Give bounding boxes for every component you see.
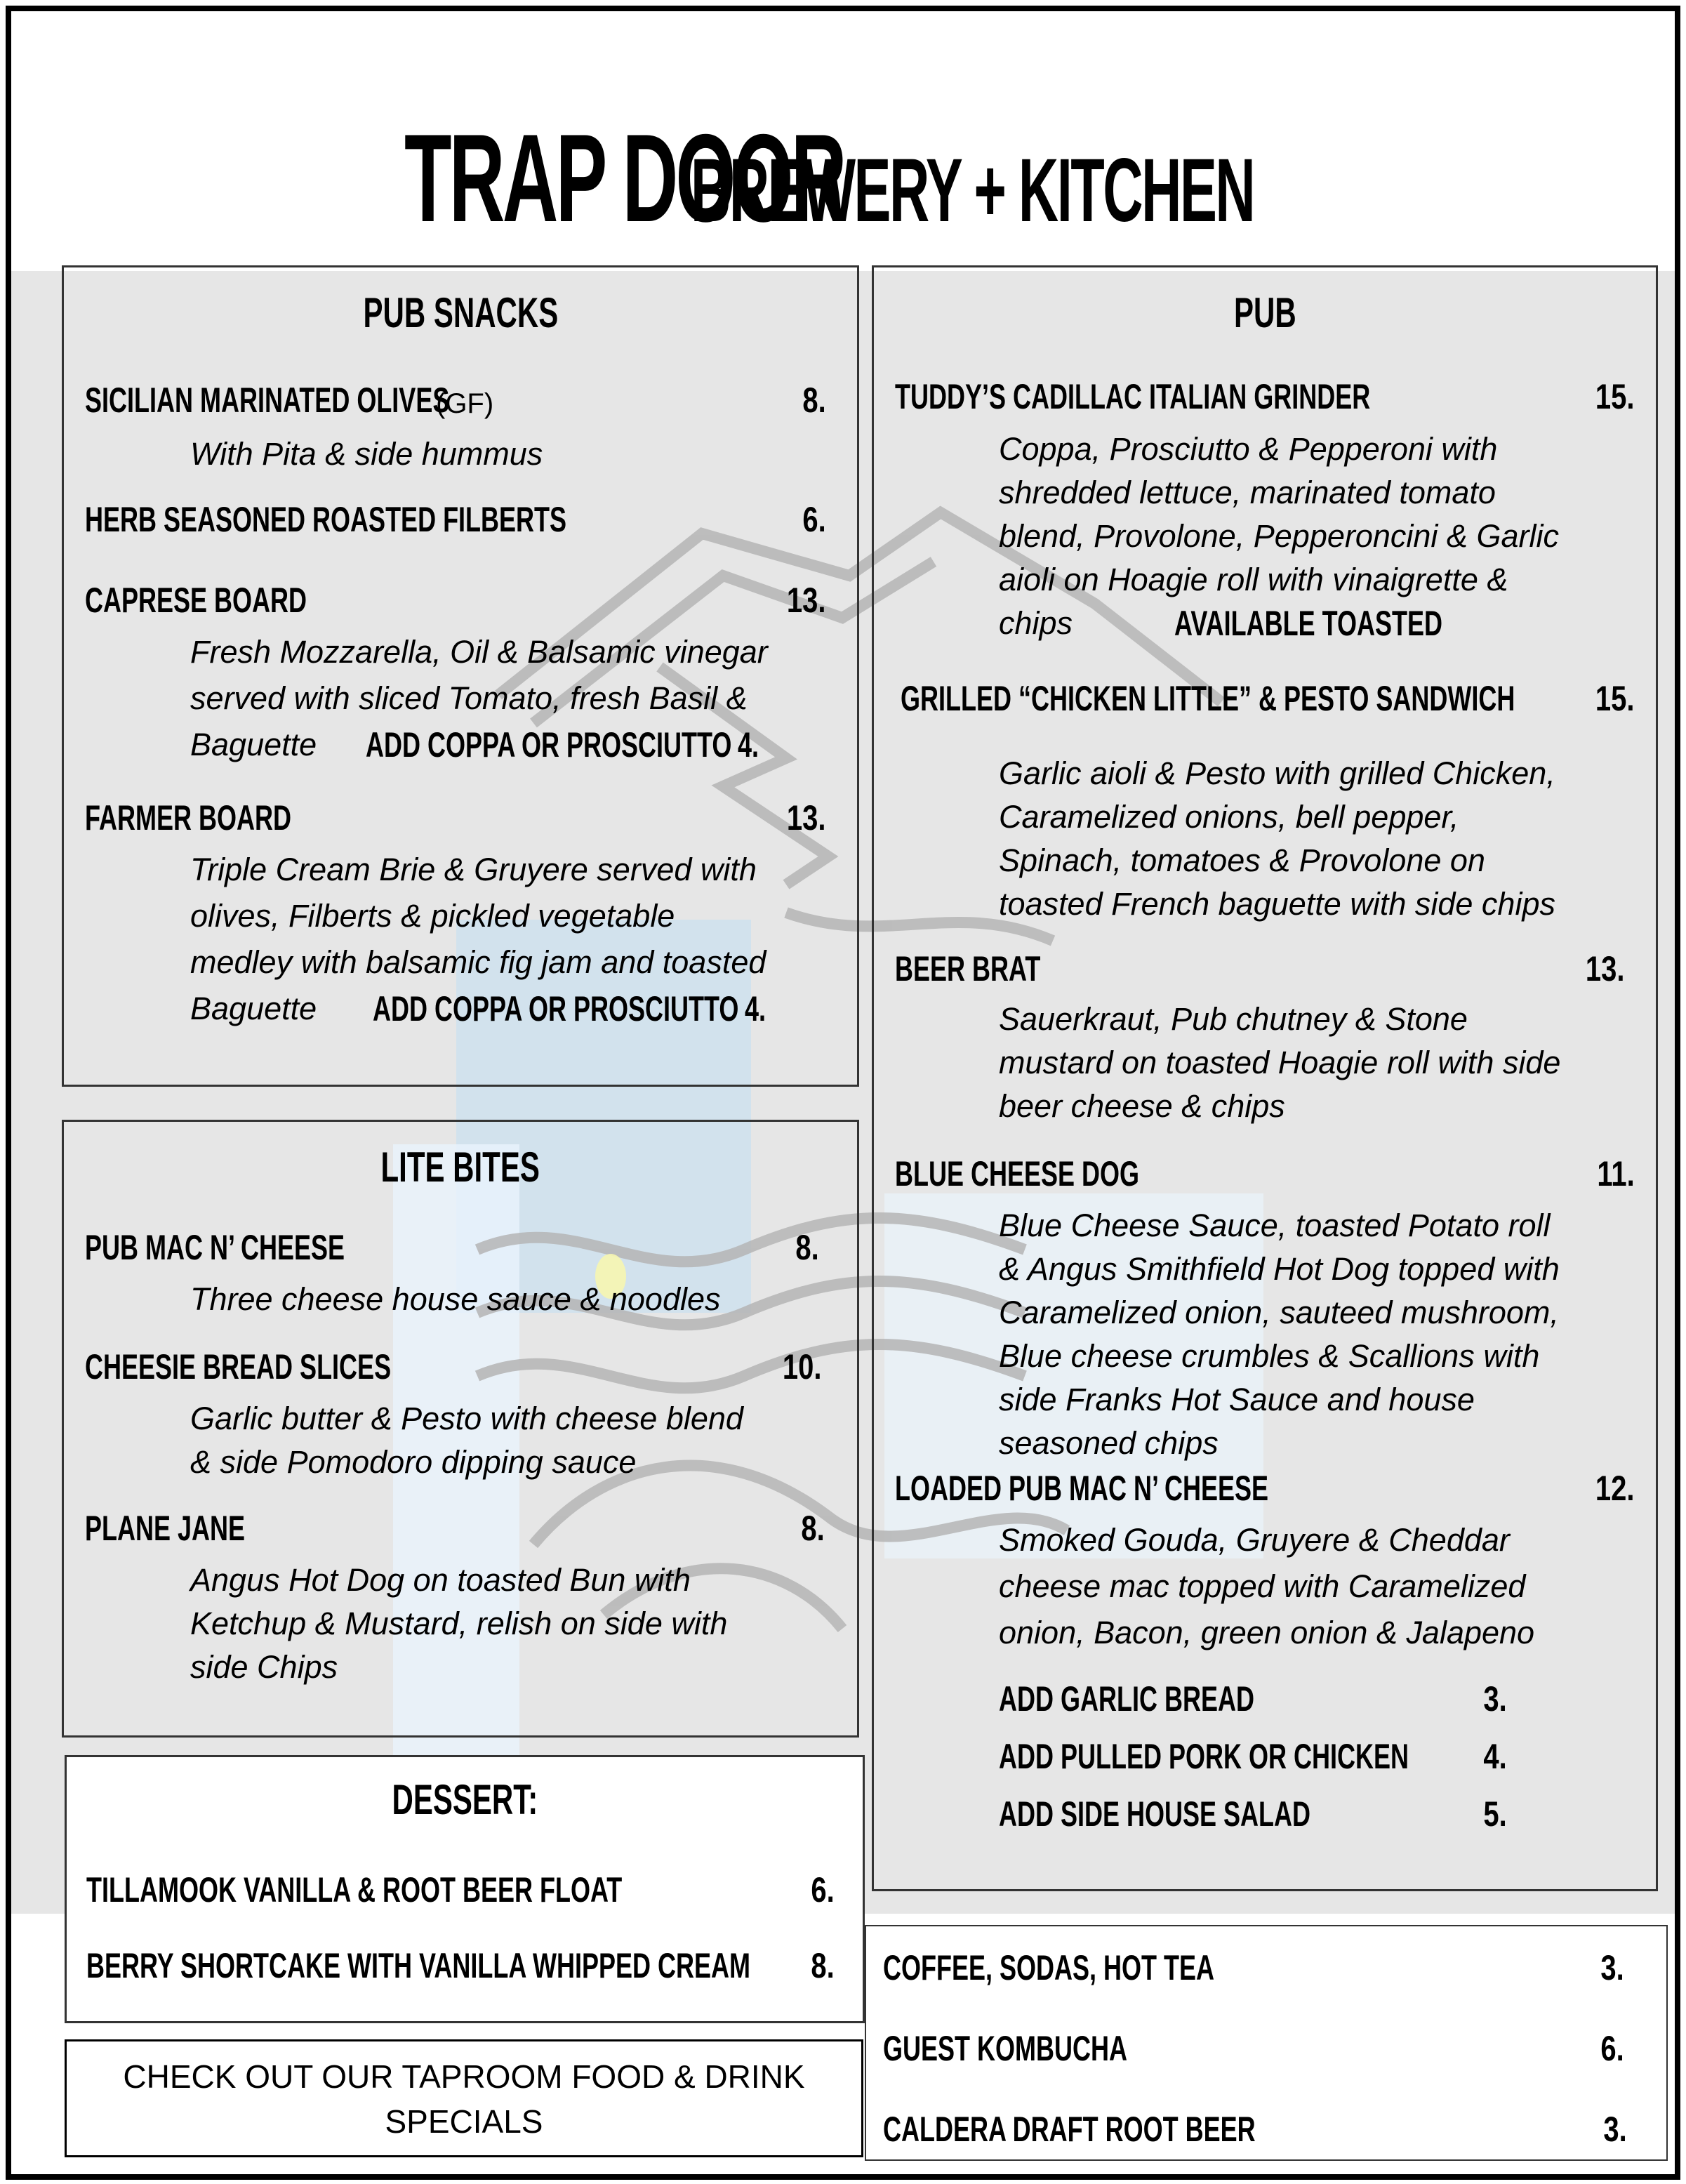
item-description: Blue Cheese Sauce, toasted Potato roll & Angus Smithfield Hot Dog topped with Caramelized onion, sauteed mushroom, Blue cheese crumbles & Scallions with side Franks Hot Sauce and house seasoned chips: [999, 1207, 1560, 1461]
section-title: DESSERT:: [392, 1776, 538, 1823]
item-description: Triple Cream Brie & Gruyere served with olives, Filberts & pickled vegetable medley with balsamic fig jam and toasted Baguette ADD COPPA OR PROSCIUTTO 4.: [190, 847, 766, 1032]
menu-item: COFFEE, SODAS, HOT TEA: [883, 1948, 1215, 1987]
item-price: 15.: [1595, 377, 1635, 416]
lite-bites-section: [62, 1120, 859, 1738]
item-description: Smoked Gouda, Gruyere & Cheddar cheese mac topped with Caramelized onion, Bacon, green onion & Jalapeno: [999, 1522, 1535, 1650]
item-description: Angus Hot Dog on toasted Bun with Ketchup & Mustard, relish on side with side Chips: [190, 1562, 728, 1685]
item-price: 13.: [787, 581, 826, 620]
item-price: 3.: [1603, 2110, 1627, 2149]
item-description: Sauerkraut, Pub chutney & Stone mustard on toasted Hoagie roll with side beer cheese & chips: [999, 1001, 1561, 1124]
menu-item: BERRY SHORTCAKE WITH VANILLA WHIPPED CREAM: [86, 1946, 751, 1985]
menu-item: TUDDY’S CADILLAC ITALIAN GRINDER: [895, 377, 1371, 416]
item-description: Garlic aioli & Pesto with grilled Chicken, Caramelized onions, bell pepper, Spinach, tomatoes & Provolone on toasted French baguette with side chips: [999, 755, 1555, 922]
item-price: 3.: [1600, 1948, 1624, 1987]
section-title: LITE BITES: [380, 1144, 540, 1191]
item-description: Coppa, Prosciutto & Pepperoni with shredded lettuce, marinated tomato blend, Provolone, Pepperoncini & Garlic aioli on Hoagie roll with vinaigrette & chips AVAILABLE TOASTED: [999, 428, 1559, 645]
item-addon: AVAILABLE TOASTED: [1174, 604, 1443, 643]
addon-price: 3.: [1483, 1679, 1507, 1719]
item-price: 6.: [1600, 2029, 1624, 2068]
item-price: 6.: [802, 500, 826, 539]
item-price: 6.: [811, 1870, 835, 1910]
menu-item: SICILIAN MARINATED OLIVES (GF): [85, 380, 494, 420]
item-price: 15.: [1595, 679, 1635, 718]
restaurant-title: [0, 108, 1686, 248]
item-description: Fresh Mozzarella, Oil & Balsamic vinegar served with sliced Tomato, fresh Basil & Baguette ADD COPPA OR PROSCIUTTO 4.: [190, 629, 768, 768]
addon-price: 4.: [738, 725, 759, 765]
item-description: Garlic butter & Pesto with cheese blend & side Pomodoro dipping sauce: [190, 1401, 743, 1480]
section-title: PUB: [1233, 289, 1296, 336]
addon-price: 5.: [1483, 1794, 1507, 1834]
menu-item: FARMER BOARD: [85, 798, 291, 838]
item-price: 11.: [1597, 1154, 1635, 1193]
item-addon: ADD COPPA OR PROSCIUTTO: [373, 989, 739, 1028]
item-addon: ADD COPPA OR PROSCIUTTO: [366, 725, 732, 765]
pub-section: [872, 265, 1658, 1891]
menu-item: BLUE CHEESE DOG: [895, 1154, 1140, 1193]
drinks-section: [865, 1925, 1668, 2161]
addon-item: ADD GARLIC BREAD: [999, 1679, 1254, 1719]
item-price: 10.: [783, 1347, 822, 1386]
item-price: 8.: [801, 1509, 825, 1548]
menu-item: CHEESIE BREAD SLICES: [85, 1347, 392, 1386]
brand-name: TRAP DOOR: [404, 108, 844, 248]
menu-item: HERB SEASONED ROASTED FILBERTS: [85, 500, 567, 539]
menu-item: GRILLED “CHICKEN LITTLE” & PESTO SANDWICH: [901, 679, 1515, 718]
item-price: 12.: [1595, 1469, 1635, 1508]
item-price: 8.: [795, 1228, 819, 1267]
brand-tagline: BREWERY + KITCHEN: [690, 140, 1254, 241]
menu-item: LOADED PUB MAC N’ CHEESE: [895, 1469, 1269, 1508]
item-price: 13.: [1586, 949, 1625, 988]
item-description: Three cheese house sauce & noodles: [190, 1281, 721, 1317]
item-price: 8.: [811, 1946, 835, 1985]
addon-item: ADD SIDE HOUSE SALAD: [999, 1794, 1311, 1834]
item-price: 8.: [802, 380, 826, 420]
item-price: 13.: [787, 798, 826, 838]
menu-item: PLANE JANE: [85, 1509, 246, 1548]
addon-price: 4.: [745, 989, 766, 1028]
menu-item: CAPRESE BOARD: [85, 581, 307, 620]
dessert-section: [65, 1755, 865, 2023]
section-title: PUB SNACKS: [363, 289, 558, 336]
addon-price: 4.: [1483, 1737, 1507, 1776]
addon-item: ADD PULLED PORK OR CHICKEN: [999, 1737, 1409, 1776]
menu-item: TILLAMOOK VANILLA & ROOT BEER FLOAT: [86, 1870, 623, 1910]
specials-note: CHECK OUT OUR TAPROOM FOOD & DRINK SPECIALS: [65, 2039, 863, 2157]
menu-item: BEER BRAT: [895, 949, 1041, 988]
menu-item: PUB MAC N’ CHEESE: [85, 1228, 345, 1267]
menu-item: CALDERA DRAFT ROOT BEER: [883, 2110, 1256, 2149]
gluten-free-note: (GF): [436, 388, 494, 419]
item-description: With Pita & side hummus: [190, 436, 543, 472]
menu-item: GUEST KOMBUCHA: [883, 2029, 1127, 2068]
pub-snacks-section: [62, 265, 859, 1087]
